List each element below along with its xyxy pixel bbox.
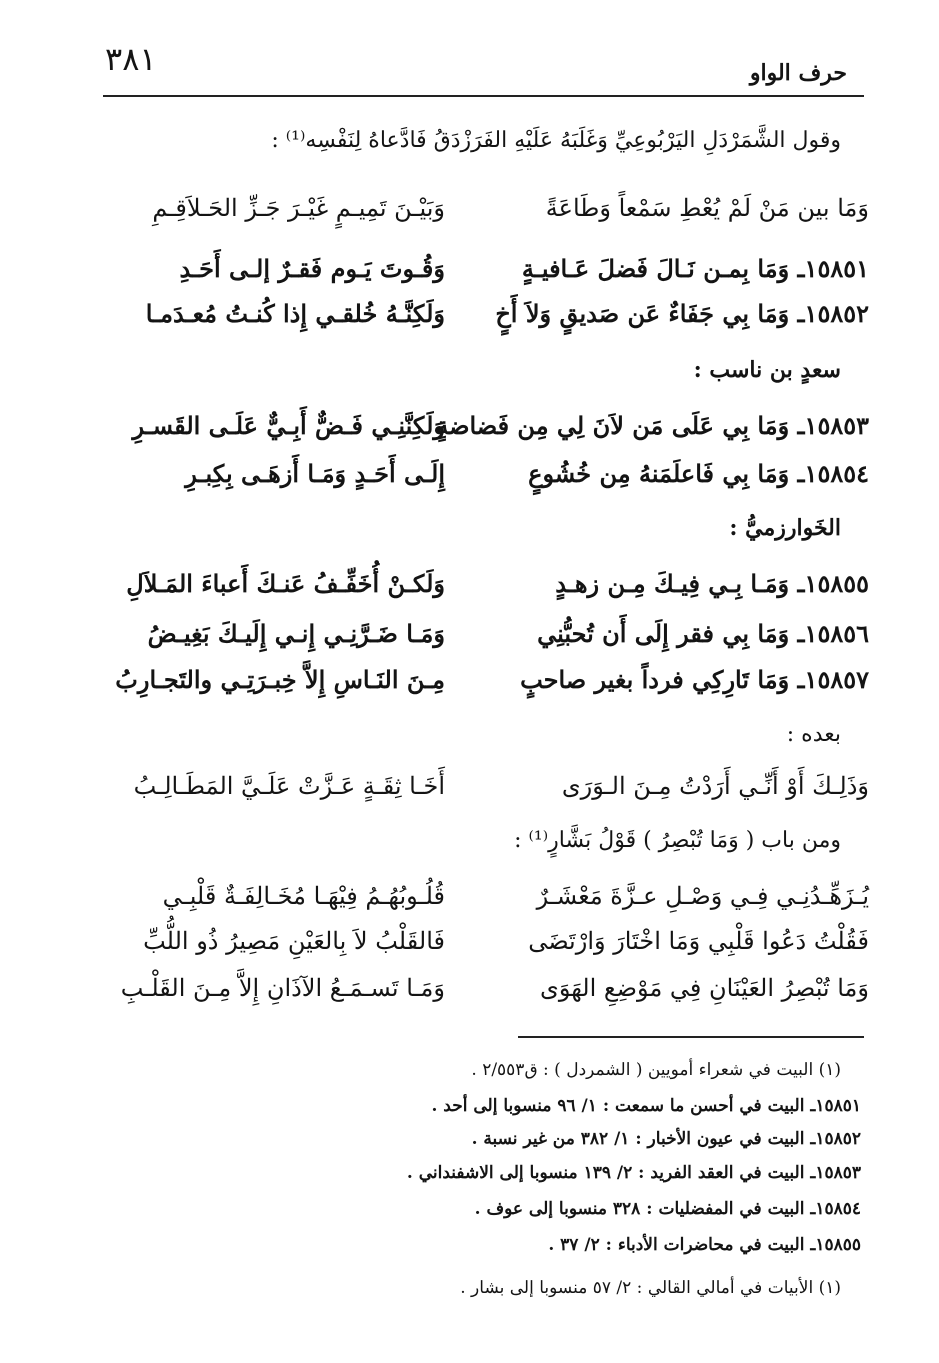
verse-15851: [95, 245, 869, 291]
verse-line: [95, 873, 869, 919]
verse-15853: [95, 402, 869, 448]
label-baadahu: بعده :: [786, 722, 841, 747]
verse-first-hemistich: ١٥٨٥٦ـ وَمَا بِي فقر إِلَى أَن تُحبُّنِي: [537, 618, 869, 648]
footnote: ١٥٨٥٣ـ البيت في العقد الفريد : ٢/ ١٣٩ منسوبا إلى الاشفنداني .: [406, 1163, 861, 1183]
verse-first-hemistich: ١٥٨٥٤ـ وَمَا بِي فَاعلَمَنهُ مِن خُشُوعٍ: [528, 458, 869, 488]
verse-second-hemistich: وَلَكِنَّـهُ خُلقـي إِذا كُنـتُ مُعـدَمـا: [145, 298, 445, 328]
footnote: ١٥٨٥٥ـ البيت في محاضرات الأدباء : ٢/ ٣٧ .: [548, 1235, 861, 1255]
poet-name-saad: سعدٍ بن ناسب :: [693, 357, 841, 383]
intro-line-bashshar: ومن باب ( وَمَا تُبْصِرُ ) قَوْلُ بَشَّارٍ⁽¹⁾ :: [514, 828, 841, 853]
verse-first-hemistich: ١٥٨٥٢ـ وَمَا بِي جَفَاءٌ عَن صَديقٍ وَلاَ أَخٍ: [495, 298, 869, 328]
verse-15857: [95, 656, 869, 702]
page-number: ٣٨١: [105, 40, 157, 78]
footnote: (١) البيت في شعراء أمويين ( الشمردل ) : ق٢/٥٥٣ .: [471, 1060, 841, 1080]
verse-line: [95, 918, 869, 964]
footnote-rule: [518, 1036, 864, 1038]
intro-line-shamardal: وقول الشَّمَرْدَلِ اليَرْبُوعِيِّ وَغَلَبَهُ عَلَيْهِ الفَرَزْدَقُ فَادَّعاهُ لِنَفْسِه⁽¹⁾ :: [271, 128, 841, 153]
verse-15852: [95, 290, 869, 336]
verse-first-hemistich: وَمَا تُبْصِرُ العَيْنَانِ فِي مَوْضِعِ الهَوَى: [540, 974, 869, 1002]
verse-second-hemistich: قُلُـوبُهُـمُ فِيْهَـا مُخَـالِفَـةٌ قَلْبِـي: [162, 882, 445, 910]
verse-first-hemistich: وَمَا بين مَنْ لَمْ يُعْطِ سَمْعاً وَطَاعَةً: [545, 194, 869, 222]
verse-line: [95, 185, 869, 231]
footnote: (١) الأبيات في أمالي القالي : ٢/ ٥٧ منسوبا إلى بشار .: [460, 1278, 841, 1298]
verse-second-hemistich: وَقُـوتَ يَـوم فَقـرٌ إلـى أَحَـدِ: [179, 253, 445, 283]
verse-15856: [95, 610, 869, 656]
verse-first-hemistich: ١٥٨٥٥ـ وَمَـا بِـي فِيـكَ مِـن زهـدٍ: [555, 568, 869, 598]
verse-first-hemistich: ١٥٨٥٣ـ وَمَا بِي عَلَى مَن لاَنَ لِي مِن فَضاضةٍ: [436, 410, 869, 440]
verse-second-hemistich: وَلَكِنَّنِـي فَـضٌّ أَبِـيٌّ عَلَـى القَسـرِ: [132, 410, 445, 440]
verse-first-hemistich: ١٥٨٥٧ـ وَمَا تَارِكِي فرداً بغير صاحبٍ: [520, 664, 869, 694]
verse-15855: [95, 560, 869, 606]
verse-second-hemistich: مِـنَ النَـاسِ إِلاَّ خِبـرَتِـي والتَجـارِبُ: [115, 664, 445, 694]
verse-second-hemistich: وَمَـا ضَـرَّنِـي إِنـي إِلَيـكَ بَغِيـضُ: [147, 618, 445, 648]
verse-first-hemistich: فَقُلْتُ دَعُوا قَلْبِي وَمَا اخْتَارَ وَارْتَضَى: [528, 927, 869, 955]
verse-first-hemistich: ١٥٨٥١ـ وَمَا بِمـن نَـالَ فَضلَ عَـافيـةٍ: [521, 253, 869, 283]
verse-line: [95, 965, 869, 1011]
running-title: حرف الواو: [749, 60, 847, 86]
verse-first-hemistich: يُـزَهِّـدُنِـي فِـي وَصْـلِ عـزَّةَ مَعْشَـرٌ: [536, 882, 869, 910]
verse-second-hemistich: وَلَكـنْ أُخَفِّـفُ عَنـكَ أَعباءَ المَـلاَلِ: [126, 568, 445, 598]
header-rule: [103, 95, 864, 97]
footnote: ١٥٨٥٤ـ البيت في المفضليات : ٣٢٨ منسوبا إلى عوف .: [474, 1199, 861, 1219]
verse-second-hemistich: وَمَـا تَسـمَـعُ الآذَانِ إِلاَّ مِـنَ القَلْـبِ: [120, 974, 445, 1002]
footnote: ١٥٨٥١ـ البيت في أحسن ما سمعت : ١/ ٩٦ منسوبا إلى أحد .: [431, 1096, 861, 1116]
verse-line: [95, 763, 869, 809]
verse-second-hemistich: إِلَـى أَحَـدٍ وَمَـا أَزهَـى بِكِبـرِ: [185, 458, 445, 488]
footnote: ١٥٨٥٢ـ البيت في عيون الأخبار : ١/ ٣٨٢ من غير نسبة .: [471, 1129, 861, 1149]
verse-second-hemistich: وَبَيْـنَ تَمِيـمٍ غَيْـرَ جَـزِّ الحَـلاَقِـمِ: [152, 194, 445, 222]
verse-15854: [95, 450, 869, 496]
poet-name-khawarizmi: الخَوارزميُّ :: [729, 515, 841, 541]
verse-first-hemistich: وَذَلِـكَ أَوْ أَنِّـي أَرَدْتُ مِـنَ الـوَرَى: [561, 772, 869, 800]
verse-second-hemistich: فَالقَلْبُ لاَ بِالعَيْنِ مَصِيرُ ذُو اللُّبِّ: [143, 927, 445, 955]
verse-second-hemistich: أَخَـا ثِقَـةٍ عَـزَّتْ عَلَـيَّ المَطَـالِـبُ: [133, 772, 445, 800]
